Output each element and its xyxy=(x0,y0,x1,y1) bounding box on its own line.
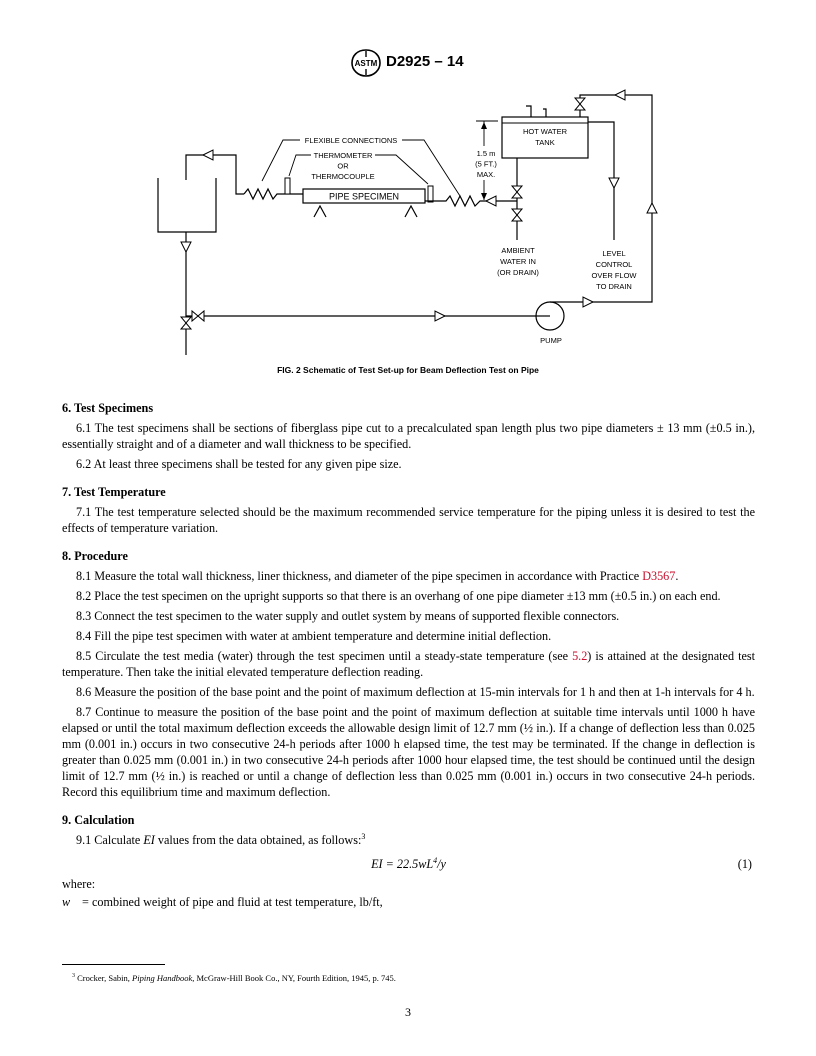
return-line-to-tank xyxy=(186,155,244,194)
flow-arrow-up xyxy=(647,203,657,213)
footnote-mark: 3 xyxy=(72,973,75,980)
footnote-3 xyxy=(62,973,755,984)
dimension-label: (5 FT.) xyxy=(475,159,497,169)
standard-reference-link[interactable]: D3567 xyxy=(642,569,676,583)
flexible-connection-right xyxy=(425,196,517,206)
para-text: Measure the total wall thickness, liner thickness, and diameter of the pipe specimen in accordance with Practice xyxy=(94,569,643,583)
para-8-6 xyxy=(62,684,755,700)
para-text: At least three specimens shall be tested for any given pipe size. xyxy=(93,457,402,471)
valve xyxy=(512,186,522,192)
footnote-text: Crocker, Sabin, xyxy=(77,973,133,983)
para-text: Place the test specimen on the upright supports so that there is an overhang of one pipe diameter ±13 mm (±0.5 in.) on each end. xyxy=(94,589,721,603)
definition-equals: = xyxy=(82,895,89,909)
section-number: 6. xyxy=(62,401,72,415)
section-number: 9. xyxy=(62,813,72,827)
valve xyxy=(512,209,522,215)
support-left xyxy=(314,206,326,217)
section-title: Procedure xyxy=(74,549,128,563)
para-8-4 xyxy=(62,628,755,644)
para-number: 8.6 xyxy=(76,685,92,699)
flow-arrow-right xyxy=(435,311,445,321)
flexible-connection-left xyxy=(244,189,303,199)
para-number: 8.3 xyxy=(76,609,92,623)
flow-arrow-right xyxy=(583,297,593,307)
valve xyxy=(575,104,585,110)
dimension-label: 1.5 m xyxy=(476,149,496,158)
para-text: . xyxy=(675,569,679,583)
para-text: The test temperature selected should be the maximum recommended service temperature for the piping unless it is desired to test the effects of temperature variation. xyxy=(62,505,755,535)
over-flow-label: OVER FLOW xyxy=(591,271,637,280)
valve xyxy=(192,311,198,321)
body-text xyxy=(62,400,755,910)
para-number: 8.1 xyxy=(76,569,92,583)
flow-arrow-left xyxy=(203,150,213,160)
para-text: Continue to measure the position of the base point and the point of maximum deflection at suitable time intervals until 1000 h have elapsed or until the total maximum deflection exceeds the allowable design limit of 12.7 mm (½ in.). If a change of deflection less than 0.025 mm (0.001 in.) occurs in two consecutive 24-h periods after 1000 h elapsed time, the test may be terminated. If the change in deflection is greater than 0.025 mm (0.001 in.) in two consecutive 24-h periods after 1000 hour elapsed time, the test should be continued until the design limit of 12.7 mm (½ in.) is reached or until a change of deflection less than 0.025 mm (0.001 in.) occurs in two consecutive 24-h periods. Record this equilibrium time and maximum deflection. xyxy=(62,705,755,799)
para-number: 7.1 xyxy=(76,505,92,519)
tank-vent xyxy=(543,109,546,117)
para-8-5 xyxy=(62,648,755,680)
section-reference-link[interactable]: 5.2 xyxy=(572,649,588,663)
thermocouple-label: THERMOCOUPLE xyxy=(311,172,375,181)
para-text: Calculate xyxy=(94,833,144,847)
para-8-1 xyxy=(62,568,755,584)
para-text: The test specimens shall be sections of fiberglass pipe cut to a precalculated span length plus two pipe diameters ± 13 mm (±0.5 in.), essentially straight and of a diameter and wall thickness to be specified. xyxy=(62,421,755,451)
support-right xyxy=(405,206,417,217)
ei-symbol: EI xyxy=(143,833,155,847)
valve xyxy=(512,192,522,198)
hot-water-label: HOT WATER xyxy=(522,127,568,136)
flexible-connections-label: FLEXIBLE CONNECTIONS xyxy=(304,136,398,145)
section-title: Calculation xyxy=(74,813,135,827)
supply-tank xyxy=(158,178,216,232)
footnote-text: , McGraw-Hill Book Co., NY, Fourth Edition, 1945, p. 745. xyxy=(192,973,396,983)
para-8-3 xyxy=(62,608,755,624)
section-title: Test Temperature xyxy=(73,485,166,499)
definition-w xyxy=(62,894,755,910)
footnote-rule xyxy=(62,964,165,965)
para-text: Connect the test specimen to the water supply and outlet system by means of supported flexible connectors. xyxy=(94,609,620,623)
leader-line xyxy=(289,155,311,176)
flow-arrow-down xyxy=(181,242,191,252)
astm-logo xyxy=(350,48,382,78)
para-text: Measure the position of the base point and the point of maximum deflection at 15-min intervals for 1 h and then at 1-h intervals for 4 h. xyxy=(94,685,755,699)
thermometer-right xyxy=(428,186,433,202)
valve xyxy=(512,215,522,221)
or-label: OR xyxy=(337,161,349,171)
leader-line xyxy=(375,155,428,184)
para-8-7 xyxy=(62,704,755,800)
definition-symbol: w xyxy=(62,895,71,909)
dimension-arrowhead xyxy=(481,122,487,129)
para-number: 6.2 xyxy=(76,457,92,471)
flow-arrow-left xyxy=(615,90,625,100)
figure-caption: FIG. 2 Schematic of Test Set-up for Beam Deflection Test on Pipe xyxy=(277,365,539,375)
tank-label: TANK xyxy=(535,138,555,147)
pipe-specimen-label: PIPE SPECIMEN xyxy=(328,191,400,202)
para-number: 6.1 xyxy=(76,421,92,435)
equation-number: (1) xyxy=(737,857,752,871)
para-text: Fill the pipe test specimen with water at ambient temperature and determine initial deflection. xyxy=(94,629,552,643)
dimension-arrowhead xyxy=(481,193,487,200)
para-6-2 xyxy=(62,456,755,472)
equation-1 xyxy=(62,856,755,872)
para-text: Circulate the test media (water) through the test specimen until a steady-state temperature (see xyxy=(95,649,573,663)
section-7-heading xyxy=(62,484,755,500)
pump-label: PUMP xyxy=(540,336,562,345)
para-6-1 xyxy=(62,420,755,452)
section-title: Test Specimens xyxy=(73,401,154,415)
section-8-heading xyxy=(62,548,755,564)
para-text: ) is attained at the designated test temperature. Then take the initial elevated temperature deflection reading. xyxy=(62,649,755,679)
level-label: LEVEL xyxy=(602,249,626,258)
page-number: 3 xyxy=(405,1005,411,1019)
flow-arrow-left xyxy=(486,196,496,206)
section-6-heading xyxy=(62,400,755,416)
section-number: 8. xyxy=(62,549,72,563)
para-text: values from the data obtained, as follows: xyxy=(154,833,362,847)
valve xyxy=(575,98,585,104)
section-number: 7. xyxy=(62,485,72,499)
footnote-book-title: Piping Handbook xyxy=(132,973,193,983)
section-9-heading xyxy=(62,812,755,828)
valve xyxy=(198,311,204,321)
footnote-reference[interactable]: 3 xyxy=(361,831,366,841)
where-label: where: xyxy=(62,877,96,891)
equation-exponent: 4 xyxy=(433,855,438,865)
para-8-2 xyxy=(62,588,755,604)
control-label: CONTROL xyxy=(595,260,633,269)
flow-arrow-down xyxy=(609,178,619,188)
thermometer-label: THERMOMETER xyxy=(313,151,373,160)
or-drain-label: (OR DRAIN) xyxy=(497,268,539,277)
definition-text: combined weight of pipe and fluid at test temperature, lb/ft, xyxy=(92,895,383,909)
para-number: 8.2 xyxy=(76,589,92,603)
dimension-label: MAX. xyxy=(476,170,496,179)
para-number: 9.1 xyxy=(76,833,92,847)
standard-designation: D2925 – 14 xyxy=(386,53,464,70)
water-in-label: WATER IN xyxy=(500,257,536,266)
para-7-1 xyxy=(62,504,755,536)
para-number: 8.5 xyxy=(76,649,92,663)
para-number: 8.4 xyxy=(76,629,92,643)
logo-lettering: ASTM xyxy=(354,59,378,68)
ambient-label: AMBIENT xyxy=(501,246,535,255)
equation-tail: /y xyxy=(437,857,446,871)
to-drain-label: TO DRAIN xyxy=(596,282,632,291)
tank-vent xyxy=(526,106,531,117)
para-number: 8.7 xyxy=(76,705,92,719)
valve xyxy=(181,317,191,323)
thermometer-left xyxy=(285,178,290,194)
valve xyxy=(181,323,191,329)
para-9-1 xyxy=(62,832,755,848)
equation-body: EI = 22.5wL xyxy=(371,857,434,871)
